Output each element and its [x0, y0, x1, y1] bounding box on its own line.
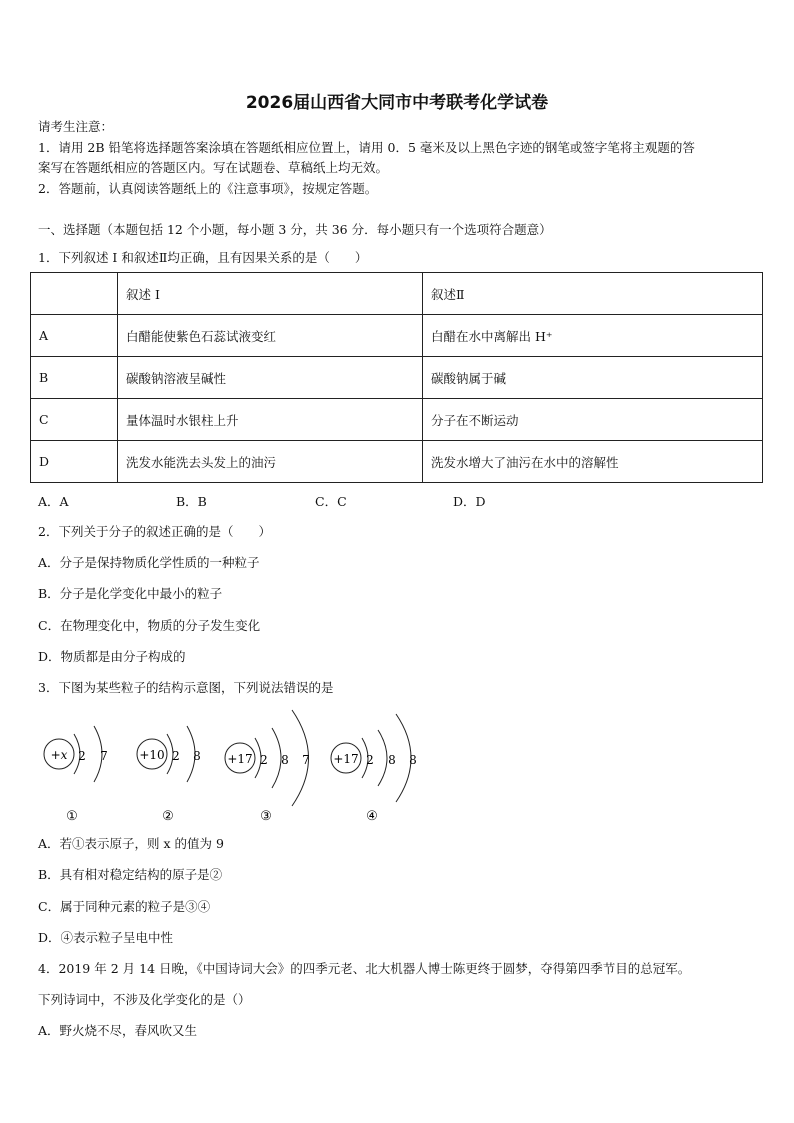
nucleus-charge: +17: [227, 752, 253, 766]
page-title: 2026届山西省大同市中考联考化学试卷: [245, 93, 549, 113]
q4-stem-line-2: 下列诗词中，不涉及化学变化的是（）: [38, 992, 251, 1007]
q1-answer-b: B．B: [176, 494, 207, 509]
q4-stem-line-1: 4．2019 年 2 月 14 日晚，《中国诗词大会》的四季元老、北大机器人博士陈更终于圆梦，夺得第四季节目的总冠军。: [38, 961, 691, 976]
nucleus-charge: +10: [139, 748, 165, 762]
particle-label: ①: [66, 809, 78, 824]
table-cell: 叙述 I: [118, 273, 423, 315]
shell-electrons: 8: [409, 753, 417, 767]
q2-stem: 2．下列关于分子的叙述正确的是（ ）: [38, 524, 271, 539]
table-cell: 洗发水增大了油污在水中的溶解性: [423, 441, 763, 483]
table-row: [31, 315, 763, 357]
table-cell: B: [31, 357, 118, 399]
table-row: [31, 399, 763, 441]
table-header-row: [31, 273, 763, 315]
q1-answer-c: C．C: [315, 494, 347, 509]
table-cell: [31, 273, 118, 315]
q3-option-a: A．若①表示原子，则 x 的值为 9: [38, 836, 224, 851]
q2-option-c: C．在物理变化中，物质的分子发生变化: [38, 618, 261, 633]
shell-electrons: 2: [172, 749, 180, 763]
particle-structure-diagram: [30, 700, 450, 830]
q3-option-d: D．④表示粒子呈电中性: [38, 930, 174, 945]
table-cell: 碳酸钠属于碱: [423, 357, 763, 399]
table-row: [31, 357, 763, 399]
q2-option-d: D．物质都是由分子构成的: [38, 649, 186, 664]
shell-electrons: 2: [78, 749, 86, 763]
electron-shell: [272, 728, 281, 788]
shell-electrons: 2: [366, 753, 374, 767]
particle-2: [137, 726, 201, 824]
shell-electrons: 8: [193, 749, 201, 763]
particle-3: [225, 710, 310, 824]
table-cell: 白醋能使紫色石蕊试液变红: [118, 315, 423, 357]
particle-label: ②: [162, 809, 174, 824]
table-cell: 碳酸钠溶液呈碱性: [118, 357, 423, 399]
table-cell: 洗发水能洗去头发上的油污: [118, 441, 423, 483]
q1-stem: 1．下列叙述 I 和叙述Ⅱ均正确，且有因果关系的是（ ）: [38, 250, 368, 265]
table-cell: 叙述Ⅱ: [423, 273, 763, 315]
table-cell: A: [31, 315, 118, 357]
electron-shell: [378, 730, 387, 786]
particle-label: ④: [366, 809, 378, 824]
table-cell: 白醋在水中离解出 H⁺: [423, 315, 763, 357]
table-cell: 分子在不断运动: [423, 399, 763, 441]
shell-electrons: 8: [281, 753, 289, 767]
notice-item-2: 2．答题前，认真阅读答题纸上的《注意事项》，按规定答题。: [38, 181, 378, 196]
shell-electrons: 8: [388, 753, 396, 767]
q3-option-b: B．具有相对稳定结构的原子是②: [38, 867, 223, 882]
shell-electrons: 2: [260, 753, 268, 767]
notice-item-1-line-2: 案写在答题纸相应的答题区内。写在试题卷、草稿纸上均无效。: [38, 160, 389, 175]
table-cell: C: [31, 399, 118, 441]
table-row: [31, 441, 763, 483]
shell-electrons: 7: [302, 753, 310, 767]
q4-option-a: A．野火烧不尽，春风吹又生: [38, 1023, 198, 1038]
notice-heading: 请考生注意：: [38, 119, 114, 134]
q2-option-b: B．分子是化学变化中最小的粒子: [38, 586, 223, 601]
q1-table: [30, 272, 763, 483]
particle-4: [331, 714, 417, 824]
q1-answer-a: A．A: [38, 494, 69, 509]
nucleus-charge: +17: [333, 752, 359, 766]
section-heading: 一、选择题（本题包括 12 个小题，每小题 3 分，共 36 分．每小题只有一个选项符合题意）: [38, 222, 552, 237]
table-cell: D: [31, 441, 118, 483]
q2-option-a: A．分子是保持物质化学性质的一种粒子: [38, 555, 260, 570]
q3-stem: 3．下图为某些粒子的结构示意图，下列说法错误的是: [38, 680, 334, 695]
q1-answer-d: D．D: [453, 494, 486, 509]
q3-option-c: C．属于同种元素的粒子是③④: [38, 899, 211, 914]
notice-item-1-line-1: 1．请用 2B 铅笔将选择题答案涂填在答题纸相应位置上，请用 0．5 毫米及以上黑色字迹的钢笔或签字笔将主观题的答: [38, 140, 695, 155]
nucleus-charge: +x: [50, 748, 68, 762]
table-cell: 量体温时水银柱上升: [118, 399, 423, 441]
particle-1: [44, 726, 108, 824]
particle-label: ③: [260, 809, 272, 824]
shell-electrons: 7: [100, 749, 108, 763]
